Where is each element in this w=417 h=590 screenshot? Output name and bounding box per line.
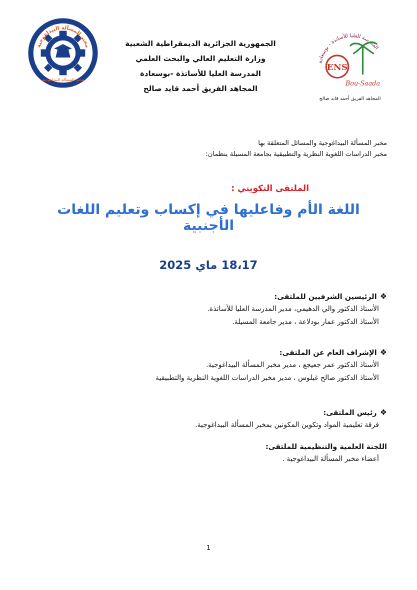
organizers [27, 138, 387, 160]
ens-logo-subtext: Bou-Saada [345, 79, 381, 88]
header-line: المجاهد الفريق أحمد قايد صالح [143, 84, 258, 93]
header-institution [100, 36, 301, 96]
section-line: الأستاذ الدكتور صالح غيلوس ، مدير مخبر الدراسات اللغوية النظرية والتطبيقية [155, 374, 379, 382]
header-line: الجمهورية الجزائرية الديمقراطية الشعبية [125, 39, 276, 48]
section-heading: الإشراف العام عن الملتقى: [279, 348, 377, 357]
forum-title: اللغة الأم وفاعليها في إكساب وتعليم اللغات الأجنبية [57, 202, 360, 234]
section-forum-chair [27, 406, 387, 432]
organizer-line: مخبر المسألة البيداغوجية والمسائل المتعلقة بها [258, 139, 387, 147]
section-heading: الرئيسين الشرفيين للملتقى: [274, 292, 377, 301]
page-number: 1 [206, 544, 211, 552]
section-line: الأستاذ الدكتور عمر جعيجع ، مدير مخبر المسألة البيداغوجية. [205, 361, 379, 369]
section-committee [27, 440, 387, 466]
ens-logo-text: ENS [326, 62, 348, 73]
forum-label: الملتقى التكويني : [231, 184, 309, 194]
svg-text:المدرسة العليا للأساتذة - بوسع [318, 32, 380, 63]
lab-logo-bottom-text: مخبر المسألة البيداغوجية [41, 77, 85, 83]
lab-logo-arc-text: مخبر المسألة البيداغوجية [35, 25, 91, 49]
ens-logo-arc-text: المدرسة العليا للأساتذة - بوسعادة [317, 33, 380, 64]
star-bullet-icon: ❖ [379, 292, 387, 301]
section-line: الأستاذ الدكتور والي الدهيمي، مدير المدرسة العليا للأساتذة. [207, 305, 379, 313]
section-general-supervision [27, 346, 387, 385]
section-honorary-presidents [27, 290, 387, 329]
section-line: فرقة تعليمية المواد وتكوين المكونين بمخبر المسألة البيداغوجية. [195, 421, 379, 429]
forum-date: 18،17 ماي 2025 [159, 258, 258, 272]
section-heading: اللجنة العلمية والتنظيمية للملتقى: [265, 442, 387, 451]
section-line: أعضاء مخبر المسألة البيداغوجية . [282, 455, 379, 463]
section-heading: رئيس الملتقى: [323, 408, 377, 417]
organizer-line: مخبر الدراسات اللغوية النظرية والتطبيقية بجامعة المسيلة ينظمان: [205, 150, 387, 158]
star-bullet-icon: ❖ [379, 408, 387, 417]
header-line: وزارة التعليم العالي والبحث العلمي [135, 54, 266, 63]
header-line: المدرسة العليا للأساتذة -بوسعادة [140, 69, 261, 78]
star-bullet-icon: ❖ [379, 348, 387, 357]
ens-logo [310, 22, 390, 108]
section-line: الأستاذ الدكتور عمار بودلاعة ، مدير جامعة المسيلة. [232, 318, 379, 326]
lab-logo [26, 16, 100, 90]
ens-logo-bottom-text: المجاهد الفريق أحمد قايد صالح [319, 97, 381, 103]
